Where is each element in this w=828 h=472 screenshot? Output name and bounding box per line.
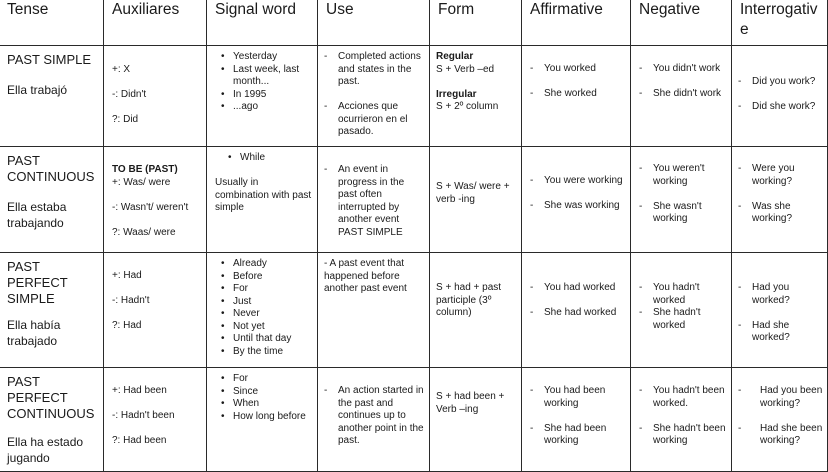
tense-name: PAST PERFECT SIMPLE xyxy=(7,259,68,306)
header-use: Use xyxy=(318,0,430,46)
signal-item: • ...ago xyxy=(233,101,313,114)
signal-item: • How long before xyxy=(233,411,313,424)
signal-item: • Until that day xyxy=(233,333,313,346)
signal-item: • For xyxy=(233,373,313,386)
form-text: S + Was/ were + verb -ing xyxy=(436,181,510,205)
signal-item: • Since xyxy=(233,386,313,399)
tense-cell xyxy=(0,147,104,253)
negative-item: You hadn't been worked. xyxy=(653,385,725,409)
signal-item: • Not yet xyxy=(233,321,313,334)
signal-item: • In 1995 xyxy=(233,89,313,102)
affirmative-item: She had been working xyxy=(544,422,607,446)
header-signal-word: Signal word xyxy=(207,0,318,46)
signal-item: • While xyxy=(240,152,313,165)
signal-item: • When xyxy=(233,398,313,411)
interrogative-cell: - Did you work? - Did she work? xyxy=(732,46,828,147)
aux-title: TO BE (PAST) xyxy=(112,164,178,175)
header-tense: Tense xyxy=(0,0,104,46)
aux-question: ?: Waas/ were xyxy=(112,226,176,238)
tense-cell xyxy=(0,46,104,147)
use-cell: - An action started in the past and continues up to another point in the past. xyxy=(318,368,430,472)
negative-item: You didn't work xyxy=(653,63,721,74)
interrogative-item: Did she work? xyxy=(752,101,816,112)
aux-cell xyxy=(104,147,207,253)
signal-item: • Before xyxy=(233,271,313,284)
aux-cell xyxy=(104,253,207,368)
table-row xyxy=(0,46,828,147)
form-cell xyxy=(430,253,522,368)
form-cell xyxy=(430,147,522,253)
affirmative-cell: - You had worked - She had worked xyxy=(522,253,631,368)
affirmative-item: She had worked xyxy=(544,307,617,318)
signal-item: • By the time xyxy=(233,346,313,359)
use-text: - A past event that happened before another past event xyxy=(324,258,407,294)
negative-cell: - You didn't work - She didn't work xyxy=(631,46,732,147)
use-cell: - An event in progress in the past often interrupted by another event PAST SIMPLE xyxy=(318,147,430,253)
signal-cell xyxy=(207,147,318,253)
signal-note: Usually in combination with past simple xyxy=(215,177,312,213)
affirmative-item: You worked xyxy=(544,63,596,74)
negative-cell: - You weren't working - She wasn't working xyxy=(631,147,732,253)
aux-negative: -: Didn't xyxy=(112,89,147,100)
use-cell xyxy=(318,253,430,368)
tense-cell xyxy=(0,253,104,368)
form-irregular: S + 2º column xyxy=(436,101,499,112)
affirmative-cell: - You were working - She was working xyxy=(522,147,631,253)
interrogative-cell: - Had you worked? - Had she worked? xyxy=(732,253,828,368)
interrogative-cell: - Were you working? - Was she working? xyxy=(732,147,828,253)
table-row xyxy=(0,147,828,253)
table-row xyxy=(0,368,828,472)
negative-item: You hadn't worked xyxy=(653,282,700,306)
signal-item: • Last week, last month... xyxy=(233,64,313,89)
tense-spanish: Ella estaba trabajando xyxy=(7,200,67,230)
form-text: S + had + past participle (3º column) xyxy=(436,282,502,318)
signal-item: • Just xyxy=(233,296,313,309)
affirmative-item: You had worked xyxy=(544,282,616,293)
affirmative-item: You were working xyxy=(544,175,623,186)
use-item: An event in progress in the past often interrupted by another event PAST SIMPLE xyxy=(338,164,405,238)
negative-item: She wasn't working xyxy=(653,200,702,224)
use-item: Acciones que ocurrieron en el pasado. xyxy=(338,101,408,137)
aux-question: ?: Did xyxy=(112,114,139,125)
aux-question: ?: Had been xyxy=(112,435,167,446)
affirmative-item: She was working xyxy=(544,200,620,211)
aux-negative: -: Hadn't been xyxy=(112,410,175,421)
aux-positive: +: Had been xyxy=(112,385,167,396)
table-row xyxy=(0,253,828,368)
header-auxiliares: Auxiliares xyxy=(104,0,207,46)
interrogative-item: Was she working? xyxy=(752,200,793,224)
aux-cell xyxy=(104,368,207,472)
negative-item: She hadn't been working xyxy=(653,422,726,446)
use-cell: - Completed actions and states in the past. - Acciones que ocurrieron en el pasado. xyxy=(318,46,430,147)
header-affirmative: Affirmative xyxy=(522,0,631,46)
aux-negative: -: Hadn't xyxy=(112,295,150,306)
tense-cell xyxy=(0,368,104,472)
form-text: S + had been + Verb –ing xyxy=(436,391,505,415)
negative-item: You weren't working xyxy=(653,163,705,187)
affirmative-cell: - You had been working - She had been working xyxy=(522,368,631,472)
form-cell xyxy=(430,46,522,147)
interrogative-cell: - Had you been working? - Had she been working? xyxy=(732,368,828,472)
signal-cell xyxy=(207,46,318,147)
aux-positive: +: Had xyxy=(112,270,142,281)
form-label-regular: Regular xyxy=(436,51,474,62)
tense-spanish: Ella trabajó xyxy=(7,83,68,97)
negative-cell: - You hadn't worked - She hadn't worked xyxy=(631,253,732,368)
signal-item: • For xyxy=(233,283,313,296)
tense-spanish: Ella ha estado jugando xyxy=(7,435,84,465)
tense-name: PAST SIMPLE xyxy=(7,52,92,67)
tense-name: PAST PERFECT CONTINUOUS xyxy=(7,374,95,421)
affirmative-cell: - You worked - She worked xyxy=(522,46,631,147)
tense-name: PAST CONTINUOUS xyxy=(7,153,95,184)
negative-cell: - You hadn't been worked. - She hadn't been working xyxy=(631,368,732,472)
aux-negative: -: Wasn't/ weren't xyxy=(112,201,189,213)
aux-positive: +: Was/ were xyxy=(112,176,171,188)
signal-cell xyxy=(207,368,318,472)
interrogative-item: Had you worked? xyxy=(752,282,790,306)
tense-spanish: Ella había trabajado xyxy=(7,318,61,348)
signal-item: • Yesterday xyxy=(233,51,313,64)
form-cell xyxy=(430,368,522,472)
use-item: Completed actions and states in the past. xyxy=(338,51,421,87)
form-regular: S + Verb –ed xyxy=(436,63,495,75)
header-row xyxy=(0,0,828,46)
header-negative: Negative xyxy=(631,0,732,46)
affirmative-item: You had been working xyxy=(544,385,606,409)
form-label-irregular: Irregular xyxy=(436,88,477,100)
affirmative-item: She worked xyxy=(544,88,597,99)
header-form: Form xyxy=(430,0,522,46)
interrogative-item: Had she been working? xyxy=(760,422,823,446)
aux-positive: +: X xyxy=(112,64,131,75)
signal-cell xyxy=(207,253,318,368)
header-interrogative: Interrogativ e xyxy=(732,0,828,46)
aux-question: ?: Had xyxy=(112,320,142,331)
interrogative-item: Did you work? xyxy=(752,76,816,87)
interrogative-item: Had she worked? xyxy=(752,319,790,343)
negative-item: She hadn't worked xyxy=(653,307,701,331)
negative-item: She didn't work xyxy=(653,88,722,99)
interrogative-item: Were you working? xyxy=(752,163,795,187)
signal-item: • Already xyxy=(233,258,313,271)
signal-item: • Never xyxy=(233,308,313,321)
use-item: An action started in the past and continues up to another point in the past. xyxy=(338,385,424,446)
aux-cell xyxy=(104,46,207,147)
interrogative-item: Had you been working? xyxy=(760,385,823,409)
